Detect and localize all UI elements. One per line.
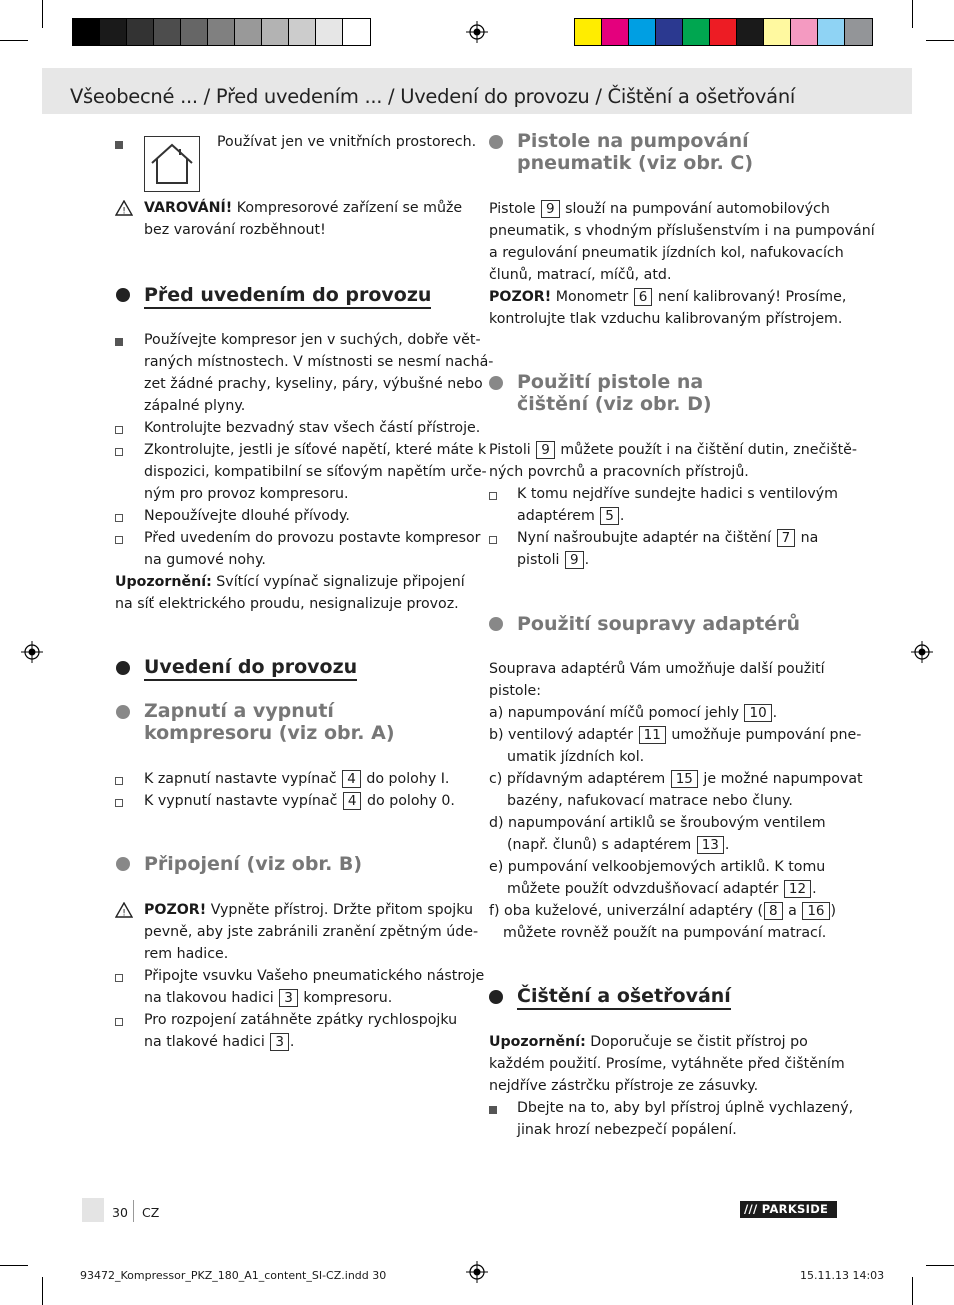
section-dot <box>489 990 503 1004</box>
section-heading-cleaning-gun <box>517 371 712 415</box>
text-line: e) pumpování velkoobjemových artiklů. K tomu <box>489 859 826 875</box>
text-line: Připojte vsuvku Vašeho pneumatického nástroje <box>144 968 485 984</box>
section-dot <box>489 135 503 149</box>
ref-number: 9 <box>541 200 560 218</box>
text-line: Kontrolujte bezvadný stav všech částí přístroje. <box>144 420 481 436</box>
bullet <box>115 141 123 149</box>
registration-mark-icon <box>466 1261 488 1283</box>
text-line <box>507 834 729 856</box>
text: pistoli <box>517 552 564 568</box>
color-swatch <box>737 19 764 45</box>
text: na tlakovou hadici <box>144 990 279 1006</box>
text: K zapnutí nastavte vypínač <box>144 771 342 787</box>
divider <box>133 1200 134 1222</box>
crop-mark <box>912 1277 913 1305</box>
section-heading-startup <box>144 655 357 679</box>
section-dot <box>116 661 130 675</box>
crop-mark <box>926 40 954 41</box>
text-line: Pro rozpojení zatáhněte zpátky rychlospojku <box>144 1012 458 1028</box>
section-dot <box>116 288 130 302</box>
text-line <box>507 878 817 900</box>
text-line: Používejte kompresor jen v suchých, dobře vět- <box>144 332 481 348</box>
crop-mark <box>0 40 28 41</box>
text: b) ventilový adaptér <box>489 727 638 743</box>
text-line: raných místnostech. V místnosti se nesmí nachá- <box>144 354 494 370</box>
text: adaptérem <box>517 508 600 524</box>
text-line: na gumové nohy. <box>144 552 266 568</box>
section-dot <box>489 376 503 390</box>
note-line-1 <box>115 571 465 593</box>
heading-line: Pistole na pumpování <box>517 130 749 152</box>
text: na <box>796 530 819 546</box>
text-line <box>517 527 818 549</box>
bullet <box>115 799 123 807</box>
color-swatch <box>181 19 208 45</box>
caution-label: POZOR! <box>144 902 207 918</box>
section-dot <box>116 705 130 719</box>
text-line: Před uvedením do provozu postavte kompresor <box>144 530 481 546</box>
text: a <box>783 903 802 919</box>
text-line: nejdříve zástrčku přístroje ze zásuvky. <box>489 1078 759 1094</box>
crop-mark <box>912 0 913 28</box>
text: . <box>724 837 730 853</box>
bullet <box>489 492 497 500</box>
ref-number: 9 <box>536 441 555 459</box>
text: . <box>812 881 817 897</box>
print-date: 15.11.13 14:03 <box>800 1269 885 1282</box>
text: můžete použít i na čištění dutin, znečiště- <box>555 442 857 458</box>
bullet <box>115 1018 123 1026</box>
svg-text:!: ! <box>122 908 126 918</box>
color-swatch <box>208 19 235 45</box>
section-heading-before-use <box>144 283 431 307</box>
text: Pistole <box>489 201 540 217</box>
text-line: rem hadice. <box>144 946 229 962</box>
svg-text:!: ! <box>122 206 126 216</box>
color-swatch <box>683 19 710 45</box>
ref-number: 4 <box>342 770 361 788</box>
text-line: umatik jízdních kol. <box>507 749 645 765</box>
ref-number: 15 <box>671 770 698 788</box>
warning-triangle-icon <box>115 902 133 918</box>
text-line: Souprava adaptérů Vám umožňuje další použití <box>489 661 825 677</box>
text-line <box>517 549 589 571</box>
page-title: Všeobecné ... / Před uvedením ... / Uvedení do provozu / Čištění a ošetřování <box>70 85 795 108</box>
text-line <box>489 702 777 724</box>
color-swatch <box>656 19 683 45</box>
note-text: Svítící vypínač signalizuje připojení <box>211 574 465 590</box>
ref-number: 10 <box>744 704 771 722</box>
heading-text: Uvedení do provozu <box>144 656 357 681</box>
text-line <box>489 439 857 461</box>
color-swatch <box>791 19 818 45</box>
heading-text: Čištění a ošetřování <box>517 985 731 1010</box>
section-heading-connection: Připojení (viz obr. B) <box>144 853 363 875</box>
text-line: dispozici, kompatibilní se síťovým napětím urče- <box>144 464 487 480</box>
color-swatch <box>845 19 872 45</box>
bullet <box>115 514 123 522</box>
text: . <box>289 1034 295 1050</box>
registration-mark-icon <box>466 21 488 43</box>
registration-mark-icon <box>21 641 43 663</box>
text-line <box>489 198 830 220</box>
text-line <box>489 1031 808 1053</box>
bullet <box>115 338 123 346</box>
crop-mark <box>42 1277 43 1305</box>
page-number: 30 <box>112 1205 128 1220</box>
section-heading-adapter-set: Použití soupravy adaptérů <box>517 613 801 635</box>
language-code: CZ <box>142 1205 160 1220</box>
caution-label: POZOR! <box>489 289 552 305</box>
text-line <box>144 1031 294 1053</box>
switch-on-line <box>144 768 449 790</box>
color-swatch <box>764 19 791 45</box>
text-line: d) napumpování artiklů se šroubovým ventilem <box>489 815 826 831</box>
text: není kalibrovaný! Prosíme, <box>653 289 847 305</box>
file-info: 93472_Kompressor_PKZ_180_A1_content_SI-CZ.indd 30 <box>80 1269 387 1282</box>
color-swatch <box>100 19 127 45</box>
warning-text: Kompresorové zařízení se může <box>232 200 463 216</box>
color-swatch <box>818 19 845 45</box>
text: Pistoli <box>489 442 536 458</box>
footer-box <box>82 1198 104 1222</box>
ref-number: 8 <box>764 902 783 920</box>
note-line-2: na síť elektrického proudu, nesignalizuje provoz. <box>115 596 459 612</box>
text-line <box>144 987 392 1009</box>
crop-mark <box>926 1265 954 1266</box>
caution-line-1 <box>144 899 473 921</box>
text-line <box>489 286 846 308</box>
text: . <box>584 552 590 568</box>
indoor-use-text: Používat jen ve vnitřních prostorech. <box>217 134 477 150</box>
text: na tlakové hadici <box>144 1034 270 1050</box>
color-swatch <box>343 19 370 45</box>
text-line <box>489 724 861 746</box>
ref-number: 16 <box>802 902 829 920</box>
color-swatch <box>73 19 100 45</box>
text-line: každém použití. Prosíme, vytáhněte před čištěním <box>489 1056 845 1072</box>
ref-number: 4 <box>343 792 362 810</box>
ref-number: 5 <box>600 507 619 525</box>
text-line <box>489 900 836 922</box>
bullet <box>115 536 123 544</box>
ref-number: 9 <box>565 551 584 569</box>
color-bar <box>574 18 873 46</box>
bullet <box>489 1106 497 1114</box>
ref-number: 3 <box>270 1033 289 1051</box>
text: . <box>772 705 778 721</box>
text: slouží na pumpování automobilových <box>560 201 830 217</box>
heading-line: kompresoru (viz obr. A) <box>144 722 395 744</box>
text-line: ným pro provoz kompresoru. <box>144 486 349 502</box>
color-swatch <box>262 19 289 45</box>
brand-logo: /// PARKSIDE <box>740 1201 837 1218</box>
color-swatch <box>235 19 262 45</box>
grayscale-bar <box>72 18 371 46</box>
heading-line: Použití pistole na <box>517 371 704 393</box>
text-line: jinak hrozí nebezpečí popálení. <box>517 1122 737 1138</box>
registration-mark-icon <box>911 641 933 663</box>
heading-line: pneumatik (viz obr. C) <box>517 152 754 174</box>
bullet <box>115 974 123 982</box>
heading-line: Zapnutí a vypnutí <box>144 700 334 722</box>
color-swatch <box>289 19 316 45</box>
section-heading-tyre-gun <box>517 130 753 174</box>
text-line: zet žádné prachy, kyseliny, páry, výbušné nebo <box>144 376 483 392</box>
bullet <box>489 536 497 544</box>
text: ) <box>830 903 837 919</box>
switch-off-line <box>144 790 455 812</box>
note-label: Upozornění: <box>115 574 212 590</box>
ref-number: 11 <box>639 726 666 744</box>
text-line: bazény, nafukovací matrace nebo čluny. <box>507 793 793 809</box>
section-heading-cleaning <box>517 984 731 1008</box>
text: můžete použít odvzdušňovací adaptér <box>507 881 783 897</box>
text: K vypnutí nastavte vypínač <box>144 793 342 809</box>
color-swatch <box>154 19 181 45</box>
text: Nyní našroubujte adaptér na čištění <box>517 530 776 546</box>
text-line: můžete rovněž použít na pumpování matrací. <box>503 925 827 941</box>
text-line: ných povrchů a pracovních přístrojů. <box>489 464 749 480</box>
text: Monometr <box>551 289 633 305</box>
color-swatch <box>575 19 602 45</box>
text-line: Zkontrolujte, jestli je síťové napětí, které máte k <box>144 442 487 458</box>
text-line: Nepoužívejte dlouhé přívody. <box>144 508 350 524</box>
text-line: Dbejte na to, aby byl přístroj úplně vychlazený, <box>517 1100 854 1116</box>
text: a) napumpování míčů pomocí jehly <box>489 705 744 721</box>
text-line <box>517 505 624 527</box>
text: umožňuje pumpování pne- <box>666 727 862 743</box>
warning-line-2: bez varování rozběhnout! <box>144 222 326 238</box>
section-dot <box>116 857 130 871</box>
text: f) oba kuželové, univerzální adaptéry ( <box>489 903 764 919</box>
text: do polohy I. <box>361 771 450 787</box>
text-line: člunů, matrací, míčů, atd. <box>489 267 672 283</box>
warning-triangle-icon <box>115 200 133 216</box>
text: je možné napumpovat <box>698 771 863 787</box>
ref-number: 13 <box>697 836 724 854</box>
text: Vypněte přístroj. Držte přitom spojku <box>206 902 474 918</box>
text: Doporučuje se čistit přístroj po <box>585 1034 808 1050</box>
color-swatch <box>316 19 343 45</box>
section-dot <box>489 617 503 631</box>
text-line: K tomu nejdříve sundejte hadici s ventilovým <box>517 486 838 502</box>
section-heading-on-off <box>144 700 395 744</box>
text-line <box>489 768 863 790</box>
text: (např. člunů) s adaptérem <box>507 837 696 853</box>
ref-number: 7 <box>777 529 796 547</box>
bullet <box>115 448 123 456</box>
text-line: pneumatik, s vhodným příslušenstvím i na pumpování <box>489 223 875 239</box>
color-swatch <box>629 19 656 45</box>
ref-number: 6 <box>634 288 653 306</box>
text-line: kontrolujte tlak vzduchu kalibrovaným přístrojem. <box>489 311 843 327</box>
text-line: pistole: <box>489 683 542 699</box>
text-line: zápalné plyny. <box>144 398 246 414</box>
text: . <box>619 508 625 524</box>
crop-mark <box>0 1265 28 1266</box>
warning-line-1 <box>144 197 462 219</box>
text: do polohy 0. <box>362 793 455 809</box>
heading-line: čištění (viz obr. D) <box>517 393 712 415</box>
color-swatch <box>602 19 629 45</box>
ref-number: 12 <box>784 880 811 898</box>
text-line: a regulování pneumatik jízdních kol, nafukovacích <box>489 245 844 261</box>
heading-text: Před uvedením do provozu <box>144 284 431 309</box>
color-swatch <box>710 19 737 45</box>
color-swatch <box>127 19 154 45</box>
house-icon <box>144 136 200 192</box>
crop-mark <box>42 0 43 28</box>
bullet <box>115 426 123 434</box>
ref-number: 3 <box>279 989 298 1007</box>
text: c) přídavným adaptérem <box>489 771 670 787</box>
text: kompresoru. <box>298 990 393 1006</box>
text-line: pevně, aby jste zabránili zranění zpětným úde- <box>144 924 479 940</box>
warning-label: VAROVÁNÍ! <box>144 200 233 216</box>
bullet <box>115 777 123 785</box>
note-label: Upozornění: <box>489 1034 586 1050</box>
